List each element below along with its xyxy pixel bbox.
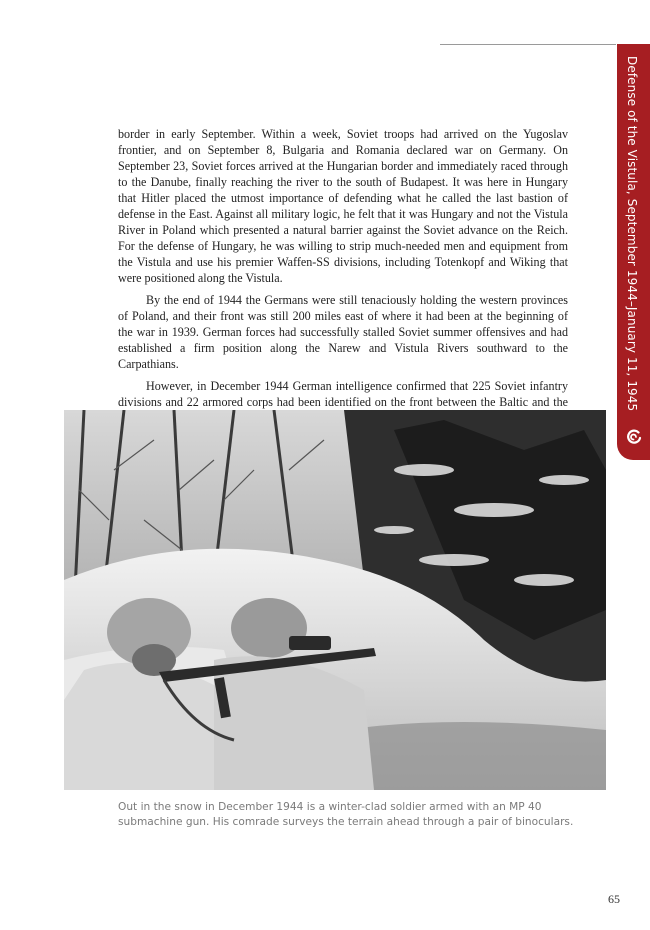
paragraph-2: By the end of 1944 the Germans were still tenaciously holding the western provinces of Poland, and their front was still 200 miles east of where it had been at the beginning of the war in 1939. German forces had successfully stalled Soviet summer offensives and had established a firm position along the Narew and Vistula Rivers southward to the Carpathians.: [118, 293, 568, 371]
body-text: [118, 126, 568, 432]
header-rule: [440, 44, 616, 45]
chapter-title: Defense of the Vistula, September 1944–January 11, 1945: [625, 56, 639, 412]
soldiers-in-snow-photo: [64, 410, 606, 790]
photo-illustration: [64, 410, 606, 790]
page-number: 65: [608, 892, 620, 906]
paragraph-1: border in early September. Within a week, Soviet troops had arrived on the Yugoslav frontier, and on September 8, Bulgaria and Romania declared war on Germany. On September 23, Soviet forces arrived at the Hungarian border and immediately raced through to the Danube, finally reaching the river to the south of Budapest. It was here in Hungary that Hitler placed the utmost importance of defending what he called the last bastion of defense in the East. Against all military logic, he felt that it was Hungary and not the Vistula River in Poland which presented a natural barrier against the Soviet advance on the Reich. For the defense of Hungary, he was willing to strip much-needed men and equipment from the Vistula and use his premier Waffen-SS divisions, including Totenkopf and Wiking that were positioned along the Vistula.: [118, 127, 568, 285]
chapter-side-tab: [617, 44, 650, 460]
publisher-swirl-icon: [623, 426, 645, 448]
paragraph-3: However, in December 1944 German intelligence confirmed that 225 Soviet infantry divisions and 22 armored corps had been identified on the front between the Baltic and the: [118, 379, 568, 409]
photo-caption: Out in the snow in December 1944 is a winter-clad soldier armed with an MP 40 submachine gun. His comrade surveys the terrain ahead through a pair of binoculars.: [118, 801, 574, 828]
